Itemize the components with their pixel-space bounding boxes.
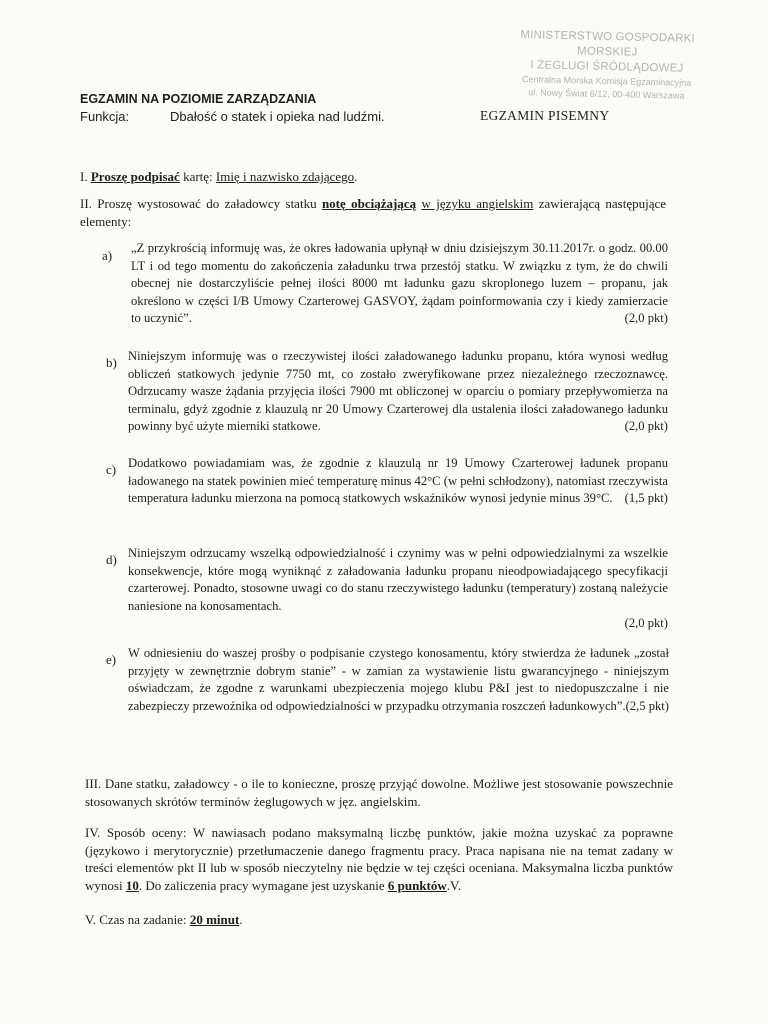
item-b-points: (2,0 pkt) bbox=[624, 419, 668, 434]
section-5 bbox=[85, 911, 673, 929]
ministry-stamp bbox=[491, 27, 723, 103]
section-1 bbox=[80, 168, 700, 186]
section-1-underlined: Imię i nazwisko zdającego bbox=[215, 169, 355, 184]
item-c-letter: c) bbox=[106, 462, 117, 477]
section-4-text: IV. Sposób oceny: W nawiasach podano maksymalną liczbę punktów, jakie można uzyskać za poprawne (językowo i merytorycznie) przetłumaczenie danego fragmentu pracy. Praca napisana nie na temat zadany w treści elementów pkt II lub w sposób nieczytelny nie będzie w tej części oceniana. Maksymalna liczba punktów wynosi bbox=[85, 825, 673, 893]
function-label: Funkcja: bbox=[80, 109, 130, 124]
item-c-points: (1,5 pkt) bbox=[624, 491, 668, 506]
exam-type-heading: EGZAMIN PISEMNY bbox=[480, 108, 610, 123]
section-2-underlined: w języku angielskim bbox=[421, 196, 534, 211]
section-4-max-points: 10 bbox=[125, 877, 139, 893]
section-2-rest: zawierającą następujące elementy: bbox=[80, 196, 667, 229]
section-1-mid: kartę: bbox=[179, 169, 216, 184]
section-5-time: 20 minut bbox=[189, 912, 240, 927]
section-2 bbox=[80, 195, 666, 230]
section-4-required-points: 6 punktów bbox=[387, 877, 447, 893]
section-5-label: V. Czas na zadanie: bbox=[85, 912, 190, 927]
stamp-line-4: ul. Nowy Świat 6/12, 00-400 Warszawa bbox=[528, 87, 685, 101]
item-b-letter: b) bbox=[106, 355, 117, 370]
section-4-end: .V. bbox=[446, 877, 461, 893]
section-1-end: . bbox=[354, 169, 358, 184]
stamp-line-2: I ŻEGLUGI ŚRÓDLĄDOWEJ bbox=[530, 59, 684, 75]
item-d-letter: d) bbox=[106, 552, 117, 567]
section-2-bold: notę obciążającą bbox=[321, 196, 417, 211]
exam-level-heading: EGZAMIN NA POZIOMIE ZARZĄDZANIA bbox=[80, 92, 317, 106]
item-b-text: Niniejszym informuję was o rzeczywistej ilości załadowanego ładunku propanu, która wynosi według obliczeń statkowych jedynie 7750 mt, co zostało zweryfikowane przez niezależnego rzeczoznawcę. Odrzucamy wasze żądania przyjęcia ilości 7900 mt obliczonej w oparciu o pomiary przepływomierza na terminalu, gdyż zgodnie z klauzulą nr 20 Umowy Czarterowej dla ustalenia ilości załadowanego ładunku powinny być użyte mierniki statkowe. bbox=[128, 349, 668, 434]
item-e-points: (2,5 pkt) bbox=[625, 698, 669, 713]
item-e bbox=[128, 645, 669, 715]
stamp-line-3: Centralna Morska Komisja Egzaminacyjna bbox=[522, 74, 692, 88]
section-1-bold: Proszę podpisać bbox=[90, 169, 180, 184]
item-a-text: „Z przykrością informuję was, że okres ładowania upłynął w dniu dzisiejszym 30.11.2017r. o godz. 00.00 LT i od tego momentu do zakończenia załadunku trwa przestój statku. W związku z tym, że do chwili obecnej nie dostarczyliście pełnej ilości 8000 mt ładunku gazu skroplonego luzem – propanu, jak określono w części I/B Umowy Czarterowej GASVOY, żądam poinformowania czy i kiedy zamierzacie to uczynić”. bbox=[131, 241, 668, 326]
section-5-end: . bbox=[239, 912, 243, 927]
stamp-line-1: MINISTERSTWO GOSPODARKI MORSKIEJ bbox=[520, 29, 696, 59]
item-e-letter: e) bbox=[106, 652, 117, 667]
item-a bbox=[131, 240, 668, 328]
section-2-intro: II. Proszę wystosować do załadowcy statku bbox=[80, 196, 322, 211]
item-e-text: W odniesieniu do waszej prośby o podpisanie czystego konosamentu, który stwierdza że ładunek „został przyjęty w zewnętrznie dobrym stanie” - w zamian za wystawienie listu gwarancyjnego - niniejszym oświadczam, że zgodne z warunkami ubezpieczenia mojego klubu P&I jest to niedopuszczalne i nie zabezpieczy przewoźnika od odpowiedzialności w przypadku otrzymania roszczeń ładunkowych”. bbox=[128, 646, 669, 713]
item-d bbox=[128, 545, 668, 633]
section-4 bbox=[85, 824, 673, 894]
section-1-number: I. bbox=[80, 169, 91, 184]
section-3-text: III. Dane statku, załadowcy - o ile to konieczne, proszę przyjąć dowolne. Możliwe jest stosowanie powszechnie stosowanych skrótów terminów żeglugowych w jęz. angielskim. bbox=[85, 776, 673, 809]
function-value: Dbałość o statek i opieka nad ludźmi. bbox=[170, 109, 385, 124]
item-b bbox=[128, 348, 668, 436]
item-a-points: (2,0 pkt) bbox=[624, 311, 668, 326]
item-d-points: (2,0 pkt) bbox=[624, 616, 668, 631]
item-c bbox=[128, 455, 668, 508]
item-c-text: Dodatkowo powiadamiam was, że zgodnie z klauzulą nr 19 Umowy Czarterowej ładunek propanu ładowanego na statek powinien mieć temperaturę minus 42°C (w pełni schłodzony), natomiast rzeczywista temperatura ładunku mierzona na pomocą statkowych wskaźników wynosi jedynie minus 39°C. bbox=[128, 456, 668, 506]
section-4-mid: . Do zaliczenia pracy wymagane jest uzyskanie bbox=[138, 877, 388, 893]
item-a-letter: a) bbox=[102, 248, 113, 263]
section-3 bbox=[85, 775, 673, 810]
item-d-text: Niniejszym odrzucamy wszelką odpowiedzialność i czynimy was w pełni odpowiedzialnymi za wszelkie konsekwencje, które mogą wyniknąć z załadowania ładunku propanu nieodpowiadającego specyfikacji czarterowej. Ponadto, stosowne uwagi co do stanu rzeczywistego ładunku (temperatury) zostaną należycie naniesione na konosamentach. bbox=[128, 546, 668, 613]
